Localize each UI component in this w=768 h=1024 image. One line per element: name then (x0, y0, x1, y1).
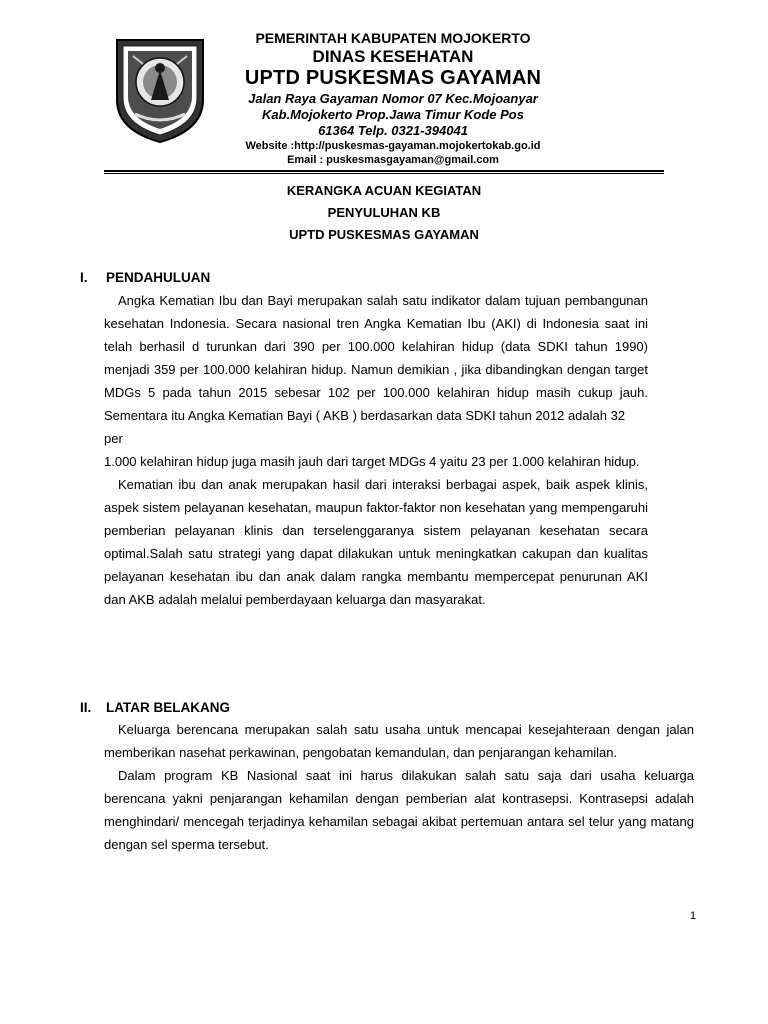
title-line-1: KERANGKA ACUAN KEGIATAN (286, 183, 482, 198)
section-number: II. (80, 700, 92, 715)
section-body-latar-belakang (104, 718, 694, 856)
paragraph: 1.000 kelahiran hidup juga masih jauh dari target MDGs 4 yaitu 23 per 1.000 kelahiran hidup. (104, 454, 640, 469)
paragraph: Dalam program KB Nasional saat ini harus dilakukan salah satu saja dari usaha keluarga berencana yakni penjarangan kehamilan dengan pemberian alat kontrasepsi. Kontrasepsi adalah menghindari/ mencegah terjadinya kehamilan sebagai akibat pertemuan antara sel telur yang matang dengan sel sperma tersebut. (104, 768, 694, 852)
section-title: LATAR BELAKANG (106, 700, 230, 715)
page-number: 1 (690, 910, 697, 922)
section-heading-pendahuluan (80, 270, 210, 286)
letterhead-department: DINAS KESEHATAN (312, 47, 474, 66)
section-number: I. (80, 270, 88, 285)
section-heading-latar-belakang (80, 700, 230, 716)
letterhead (208, 30, 578, 167)
mojokerto-emblem-logo (111, 34, 209, 146)
title-line-2: PENYULUHAN KB (327, 205, 441, 220)
paragraph: Kematian ibu dan anak merupakan hasil dari interaksi berbagai aspek, baik aspek klinis, aspek sistem pelayanan kesehatan, maupun faktor-faktor non kesehatan yang mempengaruhi pemberian pelayanan klinis dan terselenggaranya sistem pelayanan kesehatan secara optimal.Salah satu strategi yang dapat dilakukan untuk meningkatkan cakupan dan kualitas pelayanan kesehatan ibu dan anak dalam rangka membantu mempercepat penurunan AKI dan AKB adalah melalui pemberdayaan keluarga dan masyarakat. (104, 477, 648, 607)
letterhead-institution: UPTD PUSKESMAS GAYAMAN (244, 67, 542, 89)
letterhead-rule-thick (104, 170, 664, 172)
letterhead-government: PEMERINTAH KABUPATEN MOJOKERTO (255, 30, 531, 46)
letterhead-address-3: 61364 Telp. 0321-394041 (318, 123, 468, 138)
letterhead-website: Website :http://puskesmas-gayaman.mojokertokab.go.id (245, 140, 541, 152)
section-body-pendahuluan (104, 289, 648, 611)
letterhead-address-2: Kab.Mojokerto Prop.Jawa Timur Kode Pos (262, 107, 524, 122)
letterhead-email: Email : puskesmasgayaman@gmail.com (287, 154, 499, 166)
title-line-3: UPTD PUSKESMAS GAYAMAN (289, 227, 479, 242)
paragraph: Keluarga berencana merupakan salah satu usaha untuk mencapai kesejahteraan dengan jalan memberikan nasehat perkawinan, pengobatan kemandulan, dan penjarangan kehamilan. (104, 722, 694, 760)
letterhead-rule-thin (104, 173, 664, 174)
paragraph: per (104, 431, 123, 446)
section-title: PENDAHULUAN (106, 270, 211, 285)
paragraph: Angka Kematian Ibu dan Bayi merupakan salah satu indikator dalam tujuan pembangunan kesehatan Indonesia. Secara nasional tren Angka Kematian Ibu (AKI) di Indonesia saat ini telah berhasil d turunkan dari 390 per 100.000 kelahiran hidup (data SDKI tahun 1990) menjadi 359 per 100.000 kelahiran hidup. Namun demikian , jika dibandingkan dengan target MDGs 5 pada tahun 2015 sebesar 102 per 100.000 kelahiran hidup masih cukup jauh. Sementara itu Angka Kematian Bayi ( AKB ) berdasarkan data SDKI tahun 2012 adalah 32 (104, 293, 648, 423)
letterhead-address-1: Jalan Raya Gayaman Nomor 07 Kec.Mojoanyar (248, 91, 538, 106)
document-title (0, 180, 768, 246)
